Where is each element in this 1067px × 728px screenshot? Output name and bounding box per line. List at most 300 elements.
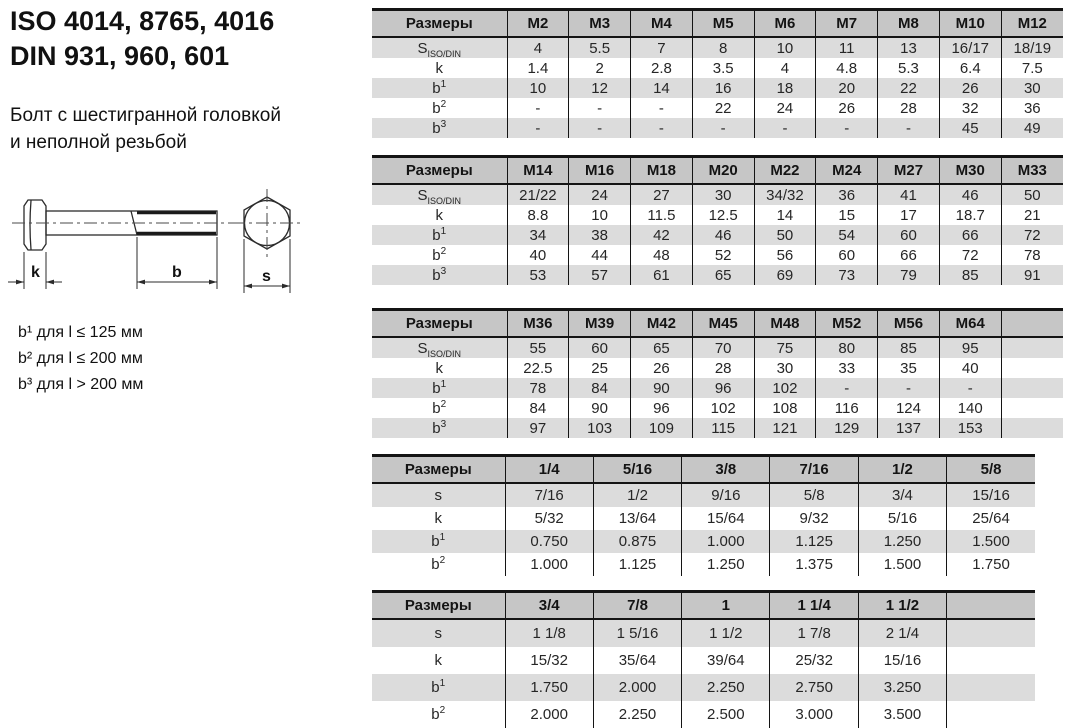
value-cell: 18 (754, 78, 816, 98)
value-cell: 14 (631, 78, 693, 98)
value-cell: 109 (631, 418, 693, 438)
value-cell: 56 (754, 245, 816, 265)
row-label-subscript: ISO/DIN (427, 195, 462, 206)
value-cell: 65 (692, 265, 754, 285)
value-cell: 30 (1001, 78, 1063, 98)
row-label: s (434, 625, 442, 642)
value-cell: 3.5 (692, 58, 754, 78)
value-cell: 36 (816, 184, 878, 205)
size-column-header: 1 1/4 (770, 592, 858, 620)
value-cell: 17 (878, 205, 940, 225)
value-cell: 108 (754, 398, 816, 418)
value-cell: 1.750 (505, 674, 593, 701)
value-cell: 1 7/8 (770, 619, 858, 647)
dimension-label-s: s (262, 268, 271, 285)
bolt-end-view (232, 189, 302, 257)
value-cell: 10 (569, 205, 631, 225)
value-cell: 124 (878, 398, 940, 418)
page-title-din: DIN 931, 960, 601 (10, 40, 230, 71)
row-label-cell (372, 619, 505, 647)
footnote-b3: b³ для l > 200 мм (18, 375, 144, 393)
value-cell: 65 (631, 337, 693, 358)
value-cell: 28 (692, 358, 754, 378)
row-label-superscript: 1 (439, 678, 446, 689)
value-cell: 24 (569, 184, 631, 205)
row-label-cell (372, 398, 507, 418)
row-label-cell (372, 530, 505, 553)
value-cell: 54 (816, 225, 878, 245)
table-header-label: Размеры (372, 456, 505, 484)
row-label-cell (372, 98, 507, 118)
size-column-header: M42 (631, 310, 693, 338)
row-label-cell (372, 507, 505, 530)
page-title (10, 4, 368, 73)
table-header-row (372, 10, 1063, 38)
size-column-header: 1 1/2 (858, 592, 946, 620)
value-cell: 1.375 (770, 553, 858, 576)
value-cell: 12.5 (692, 205, 754, 225)
value-cell: 6.4 (939, 58, 1001, 78)
value-cell: 36 (1001, 98, 1063, 118)
value-cell: 2.250 (593, 701, 681, 728)
empty-cell (1001, 418, 1063, 438)
value-cell: 30 (692, 184, 754, 205)
value-cell: 5.3 (878, 58, 940, 78)
value-cell: 96 (692, 378, 754, 398)
table-row (372, 647, 1035, 674)
row-label-superscript: 2 (440, 98, 447, 110)
row-label-superscript: 1 (440, 378, 447, 390)
table-header-row (372, 592, 1035, 620)
table-metric-m2-m12 (372, 8, 1067, 138)
row-label: b (432, 79, 441, 97)
value-cell: 49 (1001, 118, 1063, 138)
value-cell: 15/32 (505, 647, 593, 674)
value-cell: 70 (692, 337, 754, 358)
value-cell: 3.500 (858, 701, 946, 728)
value-cell: 55 (507, 337, 569, 358)
row-label: S (417, 186, 428, 204)
value-cell: 15 (816, 205, 878, 225)
value-cell: 78 (507, 378, 569, 398)
empty-cell (947, 674, 1035, 701)
table-header-label: Размеры (372, 157, 507, 185)
value-cell: 53 (507, 265, 569, 285)
size-column-header: M36 (507, 310, 569, 338)
value-cell: 140 (939, 398, 1001, 418)
table-row (372, 358, 1063, 378)
row-label: b (432, 419, 441, 437)
value-cell: 2.000 (593, 674, 681, 701)
table-metric-m36-m64 (372, 308, 1067, 438)
value-cell: 85 (939, 265, 1001, 285)
value-cell: 44 (569, 245, 631, 265)
value-cell: 78 (1001, 245, 1063, 265)
value-cell: 2.750 (770, 674, 858, 701)
row-label-cell (372, 225, 507, 245)
value-cell: 46 (939, 184, 1001, 205)
value-cell: 40 (939, 358, 1001, 378)
footnote-b2: b² для l ≤ 200 мм (18, 349, 143, 367)
value-cell: 57 (569, 265, 631, 285)
empty-column-header (1001, 310, 1063, 338)
value-cell: - (939, 378, 1001, 398)
bolt-head-facet-line (30, 201, 31, 250)
size-column-header: M30 (939, 157, 1001, 185)
row-label: k (434, 652, 442, 669)
subtitle-line-1: Болт с шестигранной головкой (10, 105, 281, 127)
table-row (372, 398, 1063, 418)
value-cell: 45 (939, 118, 1001, 138)
value-cell: 91 (1001, 265, 1063, 285)
value-cell: 22.5 (507, 358, 569, 378)
value-cell: 61 (631, 265, 693, 285)
size-column-header: M56 (878, 310, 940, 338)
value-cell: 11.5 (631, 205, 693, 225)
value-cell: 30 (754, 358, 816, 378)
size-column-header: M6 (754, 10, 816, 38)
size-column-header: 1 (682, 592, 770, 620)
value-cell: 24 (754, 98, 816, 118)
value-cell: 5/16 (858, 507, 946, 530)
value-cell: - (631, 98, 693, 118)
value-cell: 7/16 (505, 483, 593, 507)
row-label-cell (372, 337, 507, 358)
row-label: k (435, 359, 443, 377)
size-column-header: M33 (1001, 157, 1063, 185)
dimension-table (372, 155, 1063, 285)
empty-column-header (947, 592, 1035, 620)
value-cell: 8.8 (507, 205, 569, 225)
value-cell: 153 (939, 418, 1001, 438)
value-cell: 11 (816, 37, 878, 58)
value-cell: 0.875 (593, 530, 681, 553)
value-cell: 4.8 (816, 58, 878, 78)
size-column-header: M64 (939, 310, 1001, 338)
value-cell: 42 (631, 225, 693, 245)
value-cell: 1 1/8 (505, 619, 593, 647)
value-cell: - (754, 118, 816, 138)
row-label-cell (372, 205, 507, 225)
value-cell: 1.500 (858, 553, 946, 576)
row-label-cell (372, 358, 507, 378)
value-cell: 1/2 (593, 483, 681, 507)
value-cell: 3.000 (770, 701, 858, 728)
row-label: b (432, 226, 441, 244)
dimension-k (8, 252, 62, 289)
value-cell: 28 (878, 98, 940, 118)
value-cell: 4 (507, 37, 569, 58)
value-cell: 21 (1001, 205, 1063, 225)
size-column-header: 1/2 (858, 456, 946, 484)
dimension-b (137, 237, 217, 289)
row-label-subscript: ISO/DIN (427, 348, 462, 359)
value-cell: 26 (939, 78, 1001, 98)
row-label-cell (372, 265, 507, 285)
value-cell: 72 (939, 245, 1001, 265)
value-cell: 90 (631, 378, 693, 398)
row-label: b (432, 246, 441, 264)
value-cell: 129 (816, 418, 878, 438)
value-cell: - (816, 118, 878, 138)
size-column-header: 5/16 (593, 456, 681, 484)
value-cell: 26 (631, 358, 693, 378)
value-cell: 102 (754, 378, 816, 398)
row-label: b (431, 556, 440, 573)
value-cell: 115 (692, 418, 754, 438)
size-column-header: M2 (507, 10, 569, 38)
value-cell: - (569, 98, 631, 118)
table-row (372, 58, 1063, 78)
value-cell: 1.125 (770, 530, 858, 553)
row-label-cell (372, 553, 505, 576)
value-cell: 1.250 (858, 530, 946, 553)
row-label-superscript: 1 (440, 225, 447, 237)
value-cell: - (878, 378, 940, 398)
table-row (372, 78, 1063, 98)
empty-cell (947, 701, 1035, 728)
size-column-header: M10 (939, 10, 1001, 38)
size-column-header: M8 (878, 10, 940, 38)
size-column-header: M3 (569, 10, 631, 38)
size-column-header: M52 (816, 310, 878, 338)
row-label: b (432, 99, 441, 117)
value-cell: 5/32 (505, 507, 593, 530)
value-cell: 39/64 (682, 647, 770, 674)
row-label: b (432, 266, 441, 284)
row-label-cell (372, 483, 505, 507)
table-header-label: Размеры (372, 10, 507, 38)
size-column-header: 7/16 (770, 456, 858, 484)
page-title-iso: ISO 4014, 8765, 4016 (10, 6, 275, 36)
table-header-row (372, 310, 1063, 338)
value-cell: 4 (754, 58, 816, 78)
value-cell: 5/8 (770, 483, 858, 507)
value-cell: 116 (816, 398, 878, 418)
bolt-drawing-svg (4, 183, 334, 308)
value-cell: 16 (692, 78, 754, 98)
value-cell: 1.125 (593, 553, 681, 576)
table-row (372, 118, 1063, 138)
empty-cell (1001, 378, 1063, 398)
size-column-header: M48 (754, 310, 816, 338)
value-cell: 95 (939, 337, 1001, 358)
value-cell: 48 (631, 245, 693, 265)
row-label: b (432, 399, 441, 417)
bolt-technical-drawing (4, 183, 334, 308)
row-label-cell (372, 184, 507, 205)
value-cell: 25 (569, 358, 631, 378)
row-label: k (434, 510, 442, 527)
value-cell: 103 (569, 418, 631, 438)
row-label-cell (372, 378, 507, 398)
size-column-header: 5/8 (947, 456, 1035, 484)
row-label-superscript: 2 (439, 705, 446, 716)
dimension-label-b: b (172, 264, 182, 281)
value-cell: 22 (878, 78, 940, 98)
size-column-header: 1/4 (505, 456, 593, 484)
value-cell: 50 (1001, 184, 1063, 205)
value-cell: 66 (939, 225, 1001, 245)
value-cell: - (816, 378, 878, 398)
row-label: S (417, 339, 428, 357)
row-label: b (431, 533, 440, 550)
value-cell: 102 (692, 398, 754, 418)
dimension-table (372, 308, 1063, 438)
size-column-header: M45 (692, 310, 754, 338)
value-cell: 40 (507, 245, 569, 265)
row-label-cell (372, 701, 505, 728)
value-cell: 1 1/2 (682, 619, 770, 647)
value-cell: 27 (631, 184, 693, 205)
value-cell: 25/32 (770, 647, 858, 674)
size-column-header: M39 (569, 310, 631, 338)
row-label: S (417, 39, 428, 57)
empty-cell (1001, 337, 1063, 358)
dimension-table (372, 8, 1063, 138)
value-cell: 12 (569, 78, 631, 98)
table-header-label: Размеры (372, 310, 507, 338)
size-column-header: M27 (878, 157, 940, 185)
value-cell: 15/16 (947, 483, 1035, 507)
value-cell: 0.750 (505, 530, 593, 553)
table-row (372, 701, 1035, 728)
row-label: b (432, 119, 441, 137)
row-label: s (434, 487, 442, 504)
dimension-tables (372, 0, 1067, 728)
value-cell: 2.000 (505, 701, 593, 728)
value-cell: 60 (569, 337, 631, 358)
bolt-head-outline (24, 200, 46, 250)
table-row (372, 507, 1035, 530)
value-cell: 1.000 (505, 553, 593, 576)
value-cell: 2.250 (682, 674, 770, 701)
value-cell: 137 (878, 418, 940, 438)
row-label-superscript: 2 (440, 398, 447, 410)
empty-cell (947, 647, 1035, 674)
value-cell: - (507, 118, 569, 138)
value-cell: 121 (754, 418, 816, 438)
row-label-superscript: 1 (439, 532, 446, 543)
value-cell: 66 (878, 245, 940, 265)
size-column-header: M24 (816, 157, 878, 185)
value-cell: 60 (878, 225, 940, 245)
value-cell: 22 (692, 98, 754, 118)
value-cell: 52 (692, 245, 754, 265)
value-cell: 2.500 (682, 701, 770, 728)
value-cell: 32 (939, 98, 1001, 118)
footnotes (18, 320, 143, 398)
value-cell: 10 (507, 78, 569, 98)
table-row (372, 418, 1063, 438)
value-cell: 26 (816, 98, 878, 118)
value-cell: 15/16 (858, 647, 946, 674)
bolt-side-view (12, 200, 234, 250)
value-cell: 75 (754, 337, 816, 358)
size-column-header: 3/4 (505, 592, 593, 620)
value-cell: 7.5 (1001, 58, 1063, 78)
value-cell: 1.4 (507, 58, 569, 78)
value-cell: 80 (816, 337, 878, 358)
value-cell: - (631, 118, 693, 138)
value-cell: 18/19 (1001, 37, 1063, 58)
row-label: b (431, 706, 440, 723)
table-row (372, 205, 1063, 225)
row-label-subscript: ISO/DIN (427, 48, 462, 59)
value-cell: 25/64 (947, 507, 1035, 530)
table-row (372, 225, 1063, 245)
table-row (372, 483, 1035, 507)
row-label-superscript: 3 (440, 118, 447, 130)
value-cell: 1 5/16 (593, 619, 681, 647)
value-cell: 20 (816, 78, 878, 98)
table-row (372, 619, 1035, 647)
row-label-cell (372, 647, 505, 674)
value-cell: 50 (754, 225, 816, 245)
value-cell: 3.250 (858, 674, 946, 701)
value-cell: 96 (631, 398, 693, 418)
table-row (372, 37, 1063, 58)
value-cell: 79 (878, 265, 940, 285)
subtitle-line-2: и неполной резьбой (10, 131, 187, 153)
table-row (372, 674, 1035, 701)
value-cell: - (507, 98, 569, 118)
value-cell: 16/17 (939, 37, 1001, 58)
row-label-superscript: 2 (439, 555, 446, 566)
size-column-header: M4 (631, 10, 693, 38)
value-cell: 1.500 (947, 530, 1035, 553)
table-header-label: Размеры (372, 592, 505, 620)
size-column-header: M5 (692, 10, 754, 38)
table-imperial-small (372, 454, 1067, 576)
dimension-table (372, 590, 1035, 728)
value-cell: 34/32 (754, 184, 816, 205)
value-cell: 90 (569, 398, 631, 418)
value-cell: 2.8 (631, 58, 693, 78)
value-cell: 7 (631, 37, 693, 58)
size-column-header: M16 (569, 157, 631, 185)
row-label-superscript: 3 (440, 265, 447, 277)
row-label-superscript: 1 (440, 78, 447, 90)
value-cell: 9/32 (770, 507, 858, 530)
left-panel (10, 4, 368, 156)
table-row (372, 530, 1035, 553)
row-label-cell (372, 418, 507, 438)
value-cell: 1.750 (947, 553, 1035, 576)
table-row (372, 553, 1035, 576)
empty-cell (947, 619, 1035, 647)
size-column-header: M20 (692, 157, 754, 185)
value-cell: 97 (507, 418, 569, 438)
value-cell: 1.000 (682, 530, 770, 553)
size-column-header: M7 (816, 10, 878, 38)
value-cell: 2 1/4 (858, 619, 946, 647)
table-metric-m14-m33 (372, 155, 1067, 285)
row-label-cell (372, 37, 507, 58)
value-cell: 14 (754, 205, 816, 225)
size-column-header: M14 (507, 157, 569, 185)
value-cell: 85 (878, 337, 940, 358)
row-label: b (432, 379, 441, 397)
value-cell: 41 (878, 184, 940, 205)
row-label-superscript: 2 (440, 245, 447, 257)
footnote-b1: b¹ для l ≤ 125 мм (18, 324, 143, 341)
value-cell: 84 (569, 378, 631, 398)
value-cell: 35/64 (593, 647, 681, 674)
dimension-table (372, 454, 1035, 576)
size-column-header: 3/8 (682, 456, 770, 484)
row-label: k (435, 206, 443, 224)
